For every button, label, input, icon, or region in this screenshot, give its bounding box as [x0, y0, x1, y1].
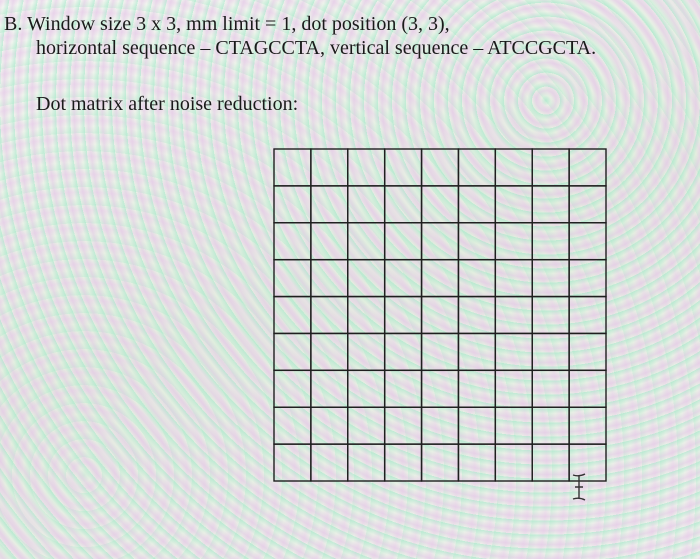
matrix-cell — [385, 260, 422, 297]
matrix-cell — [348, 444, 385, 481]
matrix-cell — [495, 370, 532, 407]
matrix-cell — [422, 333, 459, 370]
text-cursor-icon — [570, 472, 588, 502]
problem-line-1 — [4, 12, 596, 36]
matrix-cell — [495, 149, 532, 186]
matrix-cell — [311, 407, 348, 444]
matrix-cell — [458, 333, 495, 370]
matrix-cell — [458, 186, 495, 223]
matrix-cell — [569, 260, 606, 297]
matrix-cell — [422, 297, 459, 334]
matrix-cell — [458, 149, 495, 186]
problem-line-2: horizontal sequence – CTAGCCTA, vertical sequence – ATCCGCTA. — [36, 37, 597, 59]
matrix-cell — [495, 186, 532, 223]
matrix-cell — [311, 297, 348, 334]
matrix-cell — [348, 333, 385, 370]
section-subtitle: Dot matrix after noise reduction: — [36, 93, 299, 115]
matrix-cell — [532, 223, 569, 260]
matrix-cell — [569, 333, 606, 370]
matrix-cell — [385, 333, 422, 370]
matrix-cell — [311, 186, 348, 223]
matrix-cell — [495, 260, 532, 297]
matrix-cell — [422, 260, 459, 297]
matrix-cell — [385, 370, 422, 407]
matrix-cell — [274, 407, 311, 444]
problem-params: Window size 3 x 3, mm limit = 1, dot position (3, 3), — [26, 13, 450, 35]
matrix-cell — [495, 333, 532, 370]
matrix-cell — [385, 297, 422, 334]
matrix-cell — [274, 186, 311, 223]
matrix-cell — [274, 260, 311, 297]
matrix-cell — [311, 223, 348, 260]
matrix-cell — [422, 407, 459, 444]
dot-matrix-grid — [272, 147, 608, 483]
matrix-cell — [569, 407, 606, 444]
matrix-cell — [422, 444, 459, 481]
matrix-cell — [348, 370, 385, 407]
matrix-cell — [458, 407, 495, 444]
matrix-cell — [348, 407, 385, 444]
matrix-cell — [385, 149, 422, 186]
matrix-cell — [569, 186, 606, 223]
matrix-cell — [495, 297, 532, 334]
matrix-cell — [385, 186, 422, 223]
matrix-cell — [532, 260, 569, 297]
matrix-cell — [532, 149, 569, 186]
matrix-cell — [532, 444, 569, 481]
matrix-cell — [274, 333, 311, 370]
matrix-cell — [569, 370, 606, 407]
matrix-cell — [422, 370, 459, 407]
matrix-cell — [348, 149, 385, 186]
matrix-cell — [495, 407, 532, 444]
matrix-cell — [532, 370, 569, 407]
matrix-cell — [495, 444, 532, 481]
matrix-cell — [458, 297, 495, 334]
matrix-cell — [311, 260, 348, 297]
matrix-cell — [569, 297, 606, 334]
matrix-cell — [422, 149, 459, 186]
matrix-cell — [311, 370, 348, 407]
matrix-cell — [422, 186, 459, 223]
matrix-cell — [348, 260, 385, 297]
dot-matrix-svg — [272, 147, 608, 483]
matrix-cell — [274, 370, 311, 407]
matrix-cell — [385, 223, 422, 260]
matrix-cell — [495, 223, 532, 260]
matrix-cell — [311, 444, 348, 481]
matrix-cell — [458, 370, 495, 407]
matrix-cell — [422, 223, 459, 260]
matrix-cell — [532, 186, 569, 223]
problem-statement — [4, 12, 596, 60]
matrix-cell — [458, 444, 495, 481]
matrix-cell — [348, 297, 385, 334]
matrix-cell — [569, 223, 606, 260]
matrix-cell — [274, 223, 311, 260]
matrix-cell — [274, 297, 311, 334]
problem-label: B. — [4, 13, 23, 35]
matrix-cell — [311, 333, 348, 370]
matrix-cell — [274, 149, 311, 186]
matrix-cell — [348, 223, 385, 260]
matrix-cell — [532, 407, 569, 444]
matrix-cell — [532, 297, 569, 334]
matrix-cell — [458, 223, 495, 260]
matrix-cell — [348, 186, 385, 223]
matrix-cell — [569, 149, 606, 186]
matrix-cell — [385, 407, 422, 444]
matrix-cell — [532, 333, 569, 370]
matrix-cell — [274, 444, 311, 481]
matrix-cell — [458, 260, 495, 297]
matrix-cell — [311, 149, 348, 186]
matrix-cell — [385, 444, 422, 481]
